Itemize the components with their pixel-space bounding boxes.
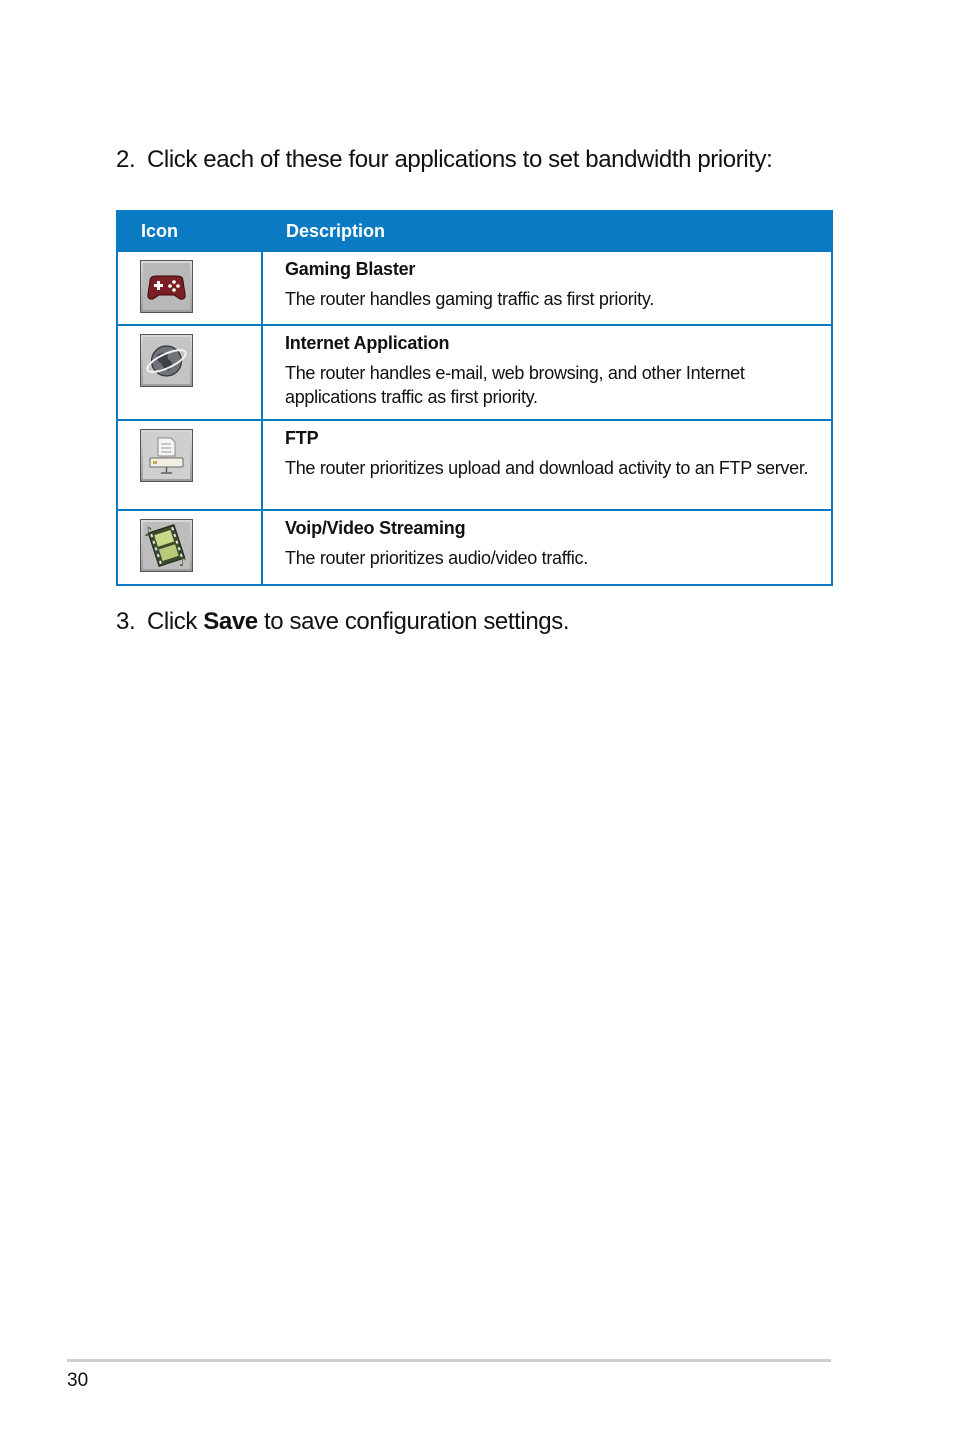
step-2-number: 2. — [116, 146, 136, 173]
svg-text:♪: ♪ — [179, 555, 187, 569]
description-cell — [262, 251, 832, 325]
step-2-text: Click each of these four applications to set bandwidth priority: — [147, 146, 773, 173]
page-number: 30 — [67, 1370, 89, 1391]
app-description: The router handles gaming traffic as first priority. — [285, 289, 654, 309]
app-title: Voip/Video Streaming — [285, 518, 466, 538]
application-priority-table — [116, 210, 833, 586]
icon-cell — [117, 510, 262, 585]
step-2-instruction — [116, 145, 772, 175]
step-3-suffix: to save configuration settings. — [257, 608, 570, 635]
app-description: The router prioritizes upload and download activity to an FTP server. — [285, 458, 809, 478]
app-title: FTP — [285, 428, 319, 448]
globe-icon[interactable] — [140, 334, 193, 387]
ftp-server-icon[interactable] — [140, 429, 193, 482]
step-3-instruction — [116, 607, 569, 637]
icon-cell — [117, 251, 262, 325]
table-row — [117, 420, 832, 510]
header-icon: Icon — [117, 211, 262, 251]
step-3-number: 3. — [116, 608, 136, 635]
app-title: Gaming Blaster — [285, 259, 416, 279]
app-description: The router handles e-mail, web browsing, and other Internet applications traffic as first priority. — [285, 363, 745, 407]
table-row — [117, 510, 832, 585]
icon-cell — [117, 420, 262, 510]
footer-divider — [67, 1359, 831, 1362]
description-cell — [262, 325, 832, 420]
app-title: Internet Application — [285, 333, 450, 353]
film-music-icon[interactable] — [140, 519, 193, 572]
save-keyword: Save — [203, 608, 258, 635]
icon-cell — [117, 325, 262, 420]
header-description: Description — [262, 211, 832, 251]
step-3-prefix: Click — [147, 608, 204, 635]
table-row — [117, 325, 832, 420]
description-cell — [262, 510, 832, 585]
description-cell — [262, 420, 832, 510]
table-row — [117, 251, 832, 325]
app-description: The router prioritizes audio/video traffic. — [285, 548, 588, 568]
table-header-row — [117, 211, 832, 251]
gamepad-icon[interactable] — [140, 260, 193, 313]
svg-text:♪: ♪ — [144, 525, 153, 540]
